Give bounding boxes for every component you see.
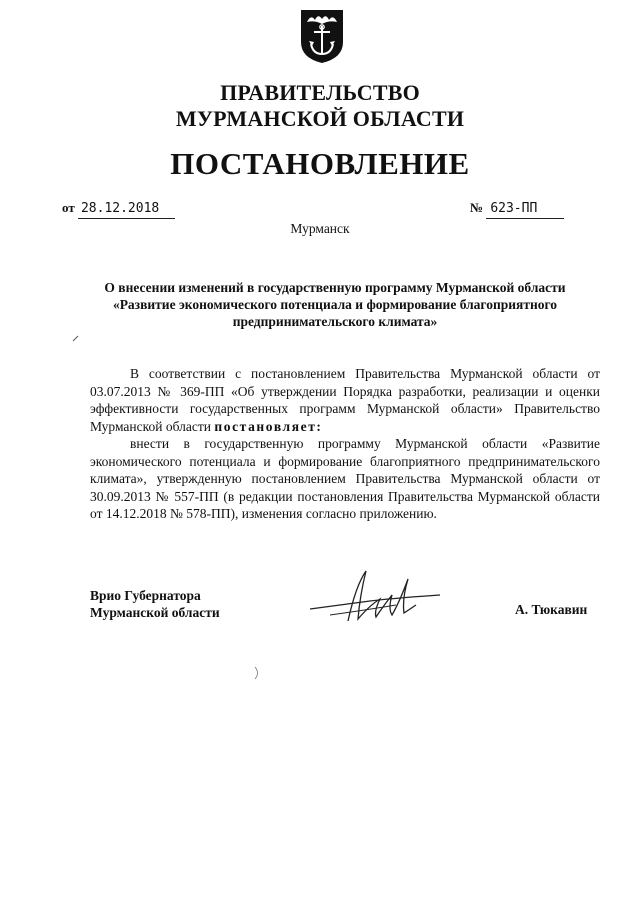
number-label: № <box>470 200 484 215</box>
handwritten-signature <box>300 565 450 630</box>
city: Мурманск <box>290 221 350 236</box>
signatory-position-line2: Мурманской области <box>90 605 220 620</box>
government-title <box>0 80 640 132</box>
government-title-line2: МУРМАНСКОЙ ОБЛАСТИ <box>175 106 465 131</box>
document-date <box>62 199 175 219</box>
date-label: от <box>62 200 75 215</box>
subject-line3: предпринимательского климата» <box>232 314 438 329</box>
date-value: 28.12.2018 <box>78 200 175 219</box>
number-value: 623-ПП <box>486 200 564 219</box>
document-number <box>470 199 564 219</box>
signatory-name: А. Тюкавин <box>515 602 588 617</box>
signatory-position-line1: Врио Губернатора <box>90 588 201 603</box>
document-subject <box>70 279 600 330</box>
body-paragraph-1-text: В соответствии с постановлением Правительства Мурманской области от 03.07.2013 № 369-ПП «Об утверждении Порядка разработки, реализации и оценки эффективности государственных программ Мурманской области» Правительство Мурманской области <box>90 366 600 434</box>
stray-mark <box>72 334 80 342</box>
coat-of-arms-icon <box>299 8 345 64</box>
resolution-keyword: постановляет: <box>214 418 323 434</box>
document-type: ПОСТАНОВЛЕНИЕ <box>170 146 470 181</box>
stray-mark <box>253 666 261 680</box>
document-body <box>90 365 600 523</box>
government-title-line1: ПРАВИТЕЛЬСТВО <box>220 80 420 105</box>
subject-line1: О внесении изменений в государственную программу Мурманской области <box>104 280 566 295</box>
signatory-position <box>90 587 220 621</box>
subject-line2: «Развитие экономического потенциала и формирование благоприятного <box>112 297 558 312</box>
body-paragraph-1 <box>90 365 600 435</box>
body-paragraph-2: внести в государственную программу Мурманской области «Развитие экономического потенциала и формирование благоприятного предпринимательского климата», утвержденную постановлением Правительства Мурманской области от 30.09.2013 № 557-ПП (в редакции постановления Правительства Мурманской области от 14.12.2018 № 578-ПП), изменения согласно приложению. <box>90 436 600 521</box>
